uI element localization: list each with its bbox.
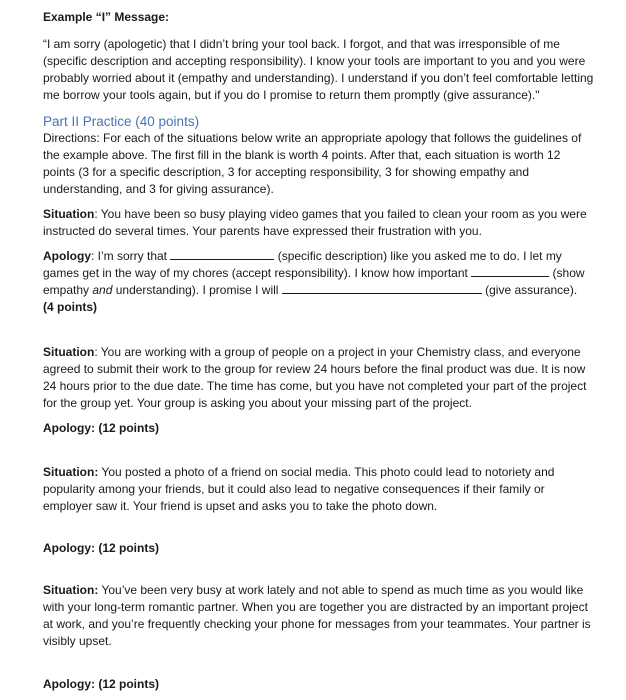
situation-text: : You are working with a group of people on a project in your Chemistry class, and everyone agreed to submit their work to the group for review 24 hours before the final product was due. It is now 24 hours prior to the due date. The time has come, but you have not completed your part of the project for the group yet. Your group is asking you about your missing part of the project. [43, 345, 587, 410]
answer-space[interactable] [43, 523, 594, 540]
apology-text-emphasis: and [92, 283, 113, 297]
directions: Directions: For each of the situations below write an appropriate apology that follows the guidelines of the example above. The first fill in the blank is worth 4 points. After that, each situation is worth 12 points (3 for a specific description, 3 for accepting responsibility, 3 for showing empathy and understanding, and 3 for giving assurance). [43, 131, 582, 196]
blank-specific-description[interactable] [170, 248, 274, 260]
situation-text: : You have been so busy playing video games that you failed to clean your room as you were instructed do several times. Your parents have expressed their frustration with you. [43, 207, 587, 238]
example-quote: “I am sorry (apologetic) that I didn’t bring your tool back. I forgot, and that was irresponsible of me (specific description and accepting responsibility). I know your tools are important to you and you were probably worried about it (empathy and understanding). I understand if you don’t feel comfortable letting me borrow your tools again, but if you do I promise to return them promptly (give assurance)." [43, 37, 594, 102]
part-title: Part II Practice (40 points) [43, 114, 200, 129]
apology-heading: Apology: (12 points) [43, 677, 159, 691]
situation-3 [43, 464, 594, 515]
apology-text: (show empathy [43, 266, 585, 297]
situation-label: Situation: [43, 583, 99, 597]
situation-text: You posted a photo of a friend on social media. This photo could lead to notoriety and popularity among your friends, but it could also lead to negative consequences if their family or employer saw it. Your friend is upset and asks you to take the photo down. [43, 465, 555, 513]
apology-text: (give assurance). [481, 283, 578, 297]
situation-label: Situation [43, 345, 95, 359]
blank-give-assurance[interactable] [282, 282, 482, 294]
apology-heading: Apology: (12 points) [43, 541, 159, 555]
situation-label: Situation [43, 207, 95, 221]
situation-text: You’ve been very busy at work lately and not able to spend as much time as you would like with your long-term romantic partner. When you are together you are distracted by an important project at work, and you’re frequently checking your phone for messages from your teammates. Your partner is visibly upset. [43, 583, 591, 648]
blank-show-empathy[interactable] [471, 265, 549, 277]
answer-space[interactable] [43, 557, 594, 582]
apology-label: Apology [43, 249, 91, 263]
apology-points: (4 points) [43, 300, 97, 314]
apology-text: understanding). I promise I will [112, 283, 282, 297]
apology-1 [43, 248, 594, 299]
apology-heading: Apology: (12 points) [43, 421, 159, 435]
apology-text: : I’m sorry that [91, 249, 171, 263]
answer-space[interactable] [43, 658, 594, 676]
answer-space[interactable] [43, 437, 594, 464]
situation-label: Situation: [43, 465, 99, 479]
situation-2 [43, 344, 594, 412]
situation-1 [43, 206, 594, 240]
answer-space[interactable] [43, 316, 594, 344]
example-heading: Example “I” Message: [43, 10, 170, 24]
apology-text: (specific description) like you asked me to do. I let my games get in the way of my chores (accept responsibility). I know how important [43, 249, 562, 280]
situation-4 [43, 582, 594, 650]
